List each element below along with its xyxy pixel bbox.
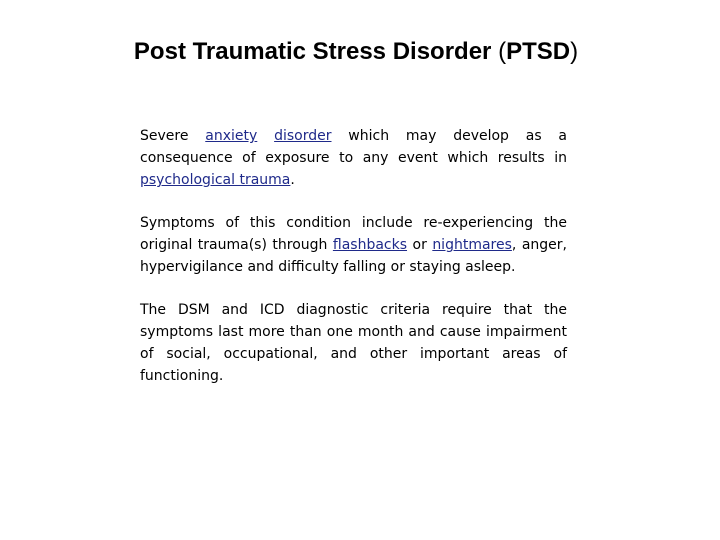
p1-text-2 [257, 128, 274, 144]
link-disorder[interactable]: disorder [274, 128, 332, 144]
link-psychological-trauma[interactable]: psychological trauma [140, 172, 291, 188]
slide-body [140, 125, 567, 408]
title-abbr: PTSD [506, 38, 571, 65]
link-anxiety[interactable]: anxiety [205, 128, 258, 144]
p3-text: The DSM and ICD diagnostic criteria require that the symptoms last more than one month and cause impairment of social, occupational, and other important areas of functioning. [140, 302, 567, 384]
paragraph-symptoms [140, 212, 567, 278]
p2-text-2: or [407, 237, 433, 253]
title-paren-open: ( [498, 38, 507, 65]
paragraph-definition [140, 125, 567, 191]
link-flashbacks[interactable]: flashbacks [332, 237, 408, 253]
title-paren-close: ) [570, 38, 579, 65]
p2-text-1: Symptoms of this condition include re-experiencing the original trauma(s) through [140, 215, 567, 253]
paragraph-criteria [140, 299, 567, 387]
p1-text-3: which may develop as a consequence of exposure to any event which results in [140, 128, 567, 166]
p1-text-4: . [290, 172, 295, 188]
slide-title [0, 38, 712, 66]
p1-text-1: Severe [140, 128, 206, 144]
title-main: Post Traumatic Stress Disorder [133, 38, 492, 65]
p2-text-3: , anger, hypervigilance and difficulty falling or staying asleep. [140, 237, 567, 275]
link-nightmares[interactable]: nightmares [432, 237, 512, 253]
